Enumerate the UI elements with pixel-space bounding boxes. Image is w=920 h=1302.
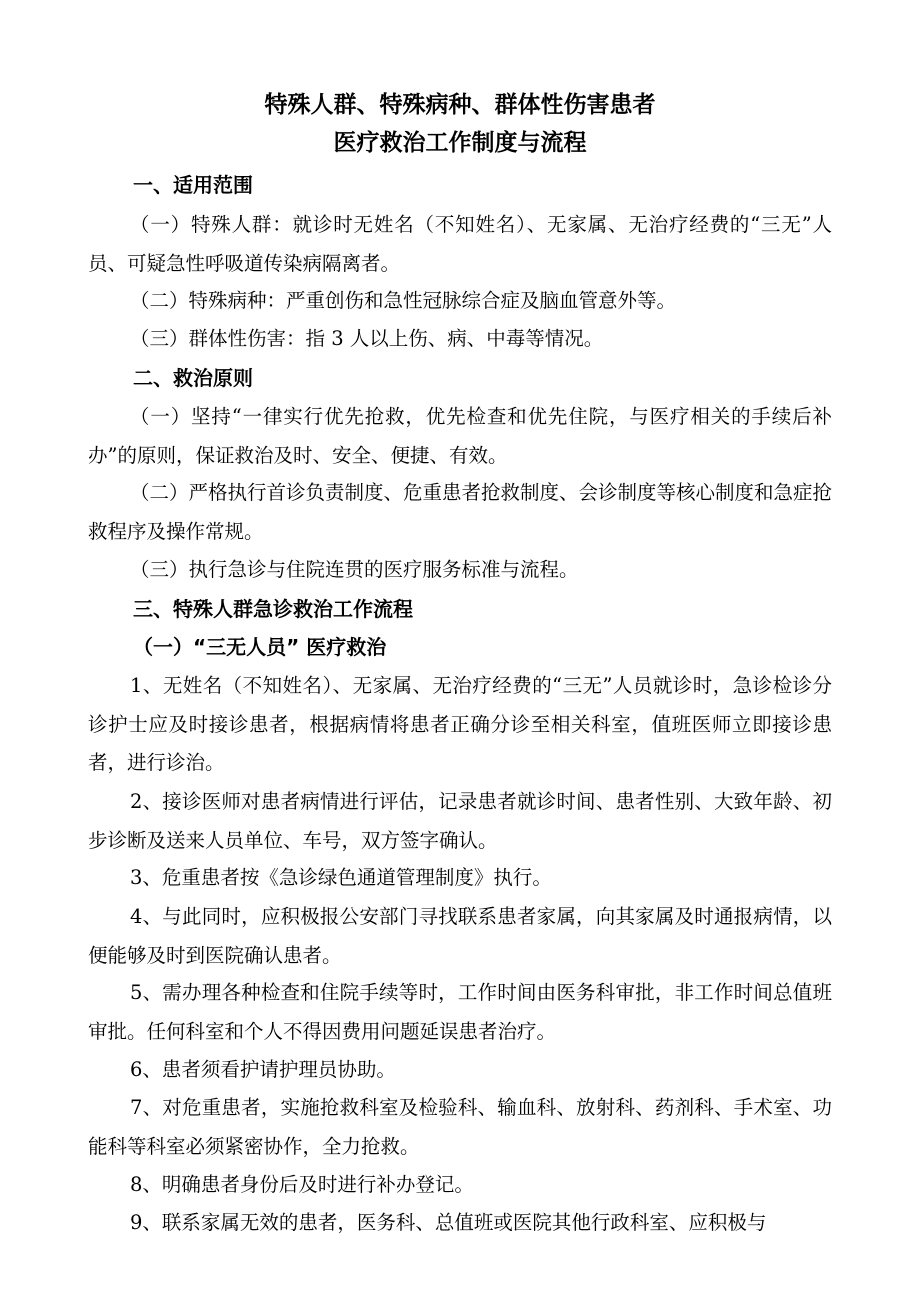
subsection-heading-three-no-persons: （一）“三无人员” 医疗救治 (133, 635, 387, 659)
paragraph-step-9: 9、联系家属无效的患者，医务科、总值班或医院其他行政科室、应积极与 (130, 1211, 767, 1234)
section-heading-principles: 二、救治原则 (133, 366, 253, 390)
paragraph-step-4: 4、与此同时，应积极报公安部门寻找联系患者家属，向其家属及时通报病情，以便能够及时到医院确认患者。 (88, 905, 832, 967)
paragraph-principle-continuity: （三）执行急诊与住院连贯的医疗服务标准与流程。 (130, 558, 579, 581)
paragraph-principle-core-rules: （二）严格执行首诊负责制度、危重患者抢救制度、会诊制度等核心制度和急症抢救程序及操作常规。 (88, 481, 833, 543)
paragraph-step-2: 2、接诊医师对患者病情进行评估，记录患者就诊时间、患者性别、大致年龄、初步诊断及送来人员单位、车号，双方签字确认。 (88, 790, 832, 852)
paragraph-step-3: 3、危重患者按《急诊绿色通道管理制度》执行。 (130, 866, 552, 889)
paragraph-step-5: 5、需办理各种检查和住院手续等时，工作时间由医务科审批，非工作时间总值班审批。任何科室和个人不得因费用问题延误患者治疗。 (88, 981, 832, 1043)
paragraph-step-7: 7、对危重患者，实施抢救科室及检验科、输血科、放射科、药剂科、手术室、功能科等科室必须紧密协作，全力抢救。 (88, 1096, 832, 1158)
paragraph-step-8: 8、明确患者身份后及时进行补办登记。 (130, 1173, 474, 1196)
paragraph-principle-priority: （一）坚持“一律实行优先抢救，优先检查和优先住院，与医疗相关的手续后补办”的原则，保证救治及时、安全、便捷、有效。 (88, 405, 832, 467)
paragraph-scope-special-disease: （二）特殊病种：严重创伤和急性冠脉综合症及脑血管意外等。 (130, 289, 677, 312)
paragraph-scope-mass-injury: （三）群体性伤害：指 3 人以上伤、病、中毒等情况。 (130, 327, 604, 350)
paragraph-step-6: 6、患者须看护请护理员协助。 (130, 1058, 396, 1081)
paragraph-step-1: 1、无姓名（不知姓名）、无家属、无治疗经费的“三无”人员就诊时，急诊检诊分诊护士应及时接诊患者，根据病情将患者正确分诊至相关科室，值班医师立即接诊患者，进行诊治。 (88, 674, 832, 774)
section-heading-scope: 一、适用范围 (133, 173, 253, 197)
document-title-line-2: 医疗救治工作制度与流程 (333, 130, 587, 156)
document-title-line-1: 特殊人群、特殊病种、群体性伤害患者 (264, 92, 656, 118)
paragraph-scope-special-population: （一）特殊人群：就诊时无姓名（不知姓名）、无家属、无治疗经费的“三无”人员、可疑急性呼吸道传染病隔离者。 (88, 213, 832, 275)
section-heading-workflow: 三、特殊人群急诊救治工作流程 (133, 597, 413, 621)
